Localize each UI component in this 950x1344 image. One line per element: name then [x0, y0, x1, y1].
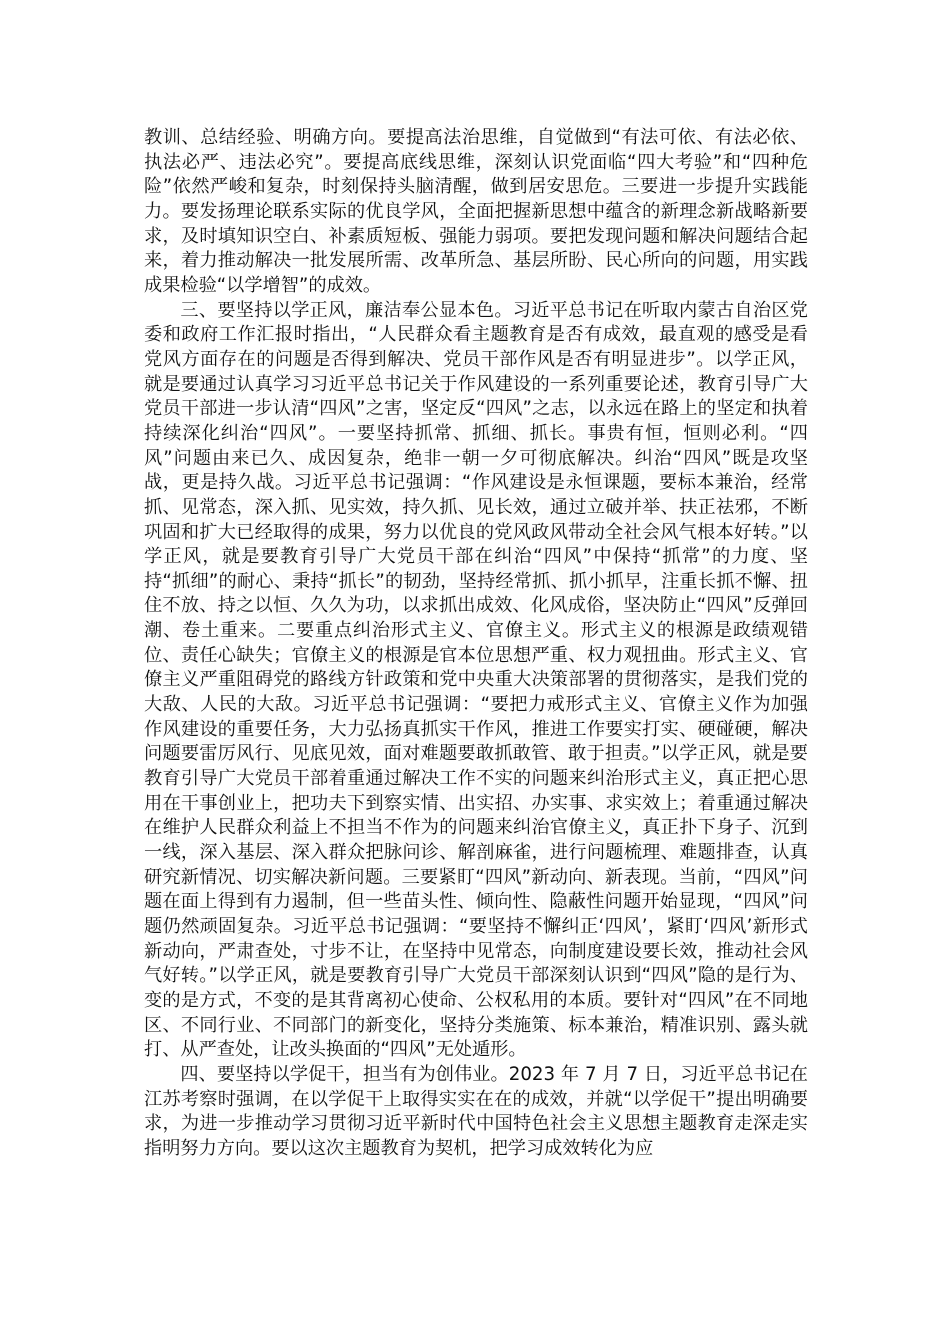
paragraph-section-four: 四、要坚持以学促干，担当有为创伟业。2023 年 7 月 7 日，习近平总书记在江苏考察时强调，在以学促干上取得实实在在的成效，并就“以学促干”提出明确要求，为进一步推动学习贯彻习近平新时代中国特色社会主义思想主题教育走深走实指明努力方向。要以这次主题教育为契机，把学习成效转化为应: [144, 1063, 808, 1159]
paragraph-continuation: 教训、总结经验、明确方向。要提高法治思维，自觉做到“有法可依、有法必依、执法必严、违法必究”。要提高底线思维，深刻认识党面临“四大考验”和“四种危险”依然严峻和复杂，时刻保持头脑清醒，做到居安思危。三要进一步提升实践能力。要发扬理论联系实际的优良学风，全面把握新思想中蕴含的新理念新战略新要求，及时填知识空白、补素质短板、强能力弱项。要把发现问题和解决问题结合起来，着力推动解决一批发展所需、改革所急、基层所盼、民心所向的问题，用实践成果检验“以学增智”的成效。: [144, 127, 808, 296]
document-body: [144, 126, 808, 1162]
paragraph-section-three: 三、要坚持以学正风，廉洁奉公显本色。习近平总书记在听取内蒙古自治区党委和政府工作汇报时指出，“人民群众看主题教育是否有成效，最直观的感受是看党风方面存在的问题是否得到解决、党员干部作风是否有明显进步”。以学正风，就是要通过认真学习习近平总书记关于作风建设的一系列重要论述，教育引导广大党员干部进一步认清“四风”之害，坚定反“四风”之志，以永远在路上的坚定和执着持续深化纠治“四风”。一要坚持抓常、抓细、抓长。事贵有恒，恒则必利。“四风”问题由来已久、成因复杂，绝非一朝一夕可彻底解决。纠治“四风”既是攻坚战，更是持久战。习近平总书记强调：“作风建设是永恒课题，要标本兼治，经常抓、见常态，深入抓、见实效，持久抓、见长效，通过立破并举、扶正祛邪，不断巩固和扩大已经取得的成果，努力以优良的党风政风带动全社会风气根本好转。”以学正风，就是要教育引导广大党员干部在纠治“四风”中保持“抓常”的力度、坚持“抓细”的耐心、秉持“抓长”的韧劲，坚持经常抓、抓小抓早，注重长抓不懈、扭住不放、持之以恒、久久为功，以求抓出成效、化风成俗，坚决防止“四风”反弹回潮、卷土重来。二要重点纠治形式主义、官僚主义。形式主义的根源是政绩观错位、责任心缺失；官僚主义的根源是官本位思想严重、权力观扭曲。形式主义、官僚主义严重阻碍党的路线方针政策和党中央重大决策部署的贯彻落实，是我们党的大敌、人民的大敌。习近平总书记强调：“要把力戒形式主义、官僚主义作为加强作风建设的重要任务，大力弘扬真抓实干作风，推进工作要实打实、硬碰硬，解决问题要雷厉风行、见底见效，面对难题要敢抓敢管、敢于担责。”以学正风，就是要教育引导广大党员干部着重通过解决工作不实的问题来纠治形式主义，真正把心思用在干事创业上，把功夫下到察实情、出实招、办实事、求实效上；着重通过解决在维护人民群众利益上不担当不作为的问题来纠治官僚主义，真正扑下身子、沉到一线，深入基层、深入群众把脉问诊、解剖麻雀，进行问题梳理、难题排查，认真研究新情况、切实解决新问题。三要紧盯“四风”新动向、新表现。当前，“四风”问题在面上得到有力遏制，但一些苗头性、倾向性、隐蔽性问题开始显现，“四风”问题仍然顽固复杂。习近平总书记强调：“要坚持不懈纠正‘四风’，紧盯‘四风’新形式新动向，严肃查处，寸步不让，在坚持中见常态，向制度建设要长效，推动社会风气好转。”以学正风，就是要教育引导广大党员干部深刻认识到“四风”隐的是行为、变的是方式，不变的是其背离初心使命、公权私用的本质。要针对“四风”在不同地区、不同行业、不同部门的新变化，坚持分类施策、标本兼治，精准识别、露头就打、从严查处，让改头换面的“四风”无处遁形。: [144, 299, 808, 1061]
